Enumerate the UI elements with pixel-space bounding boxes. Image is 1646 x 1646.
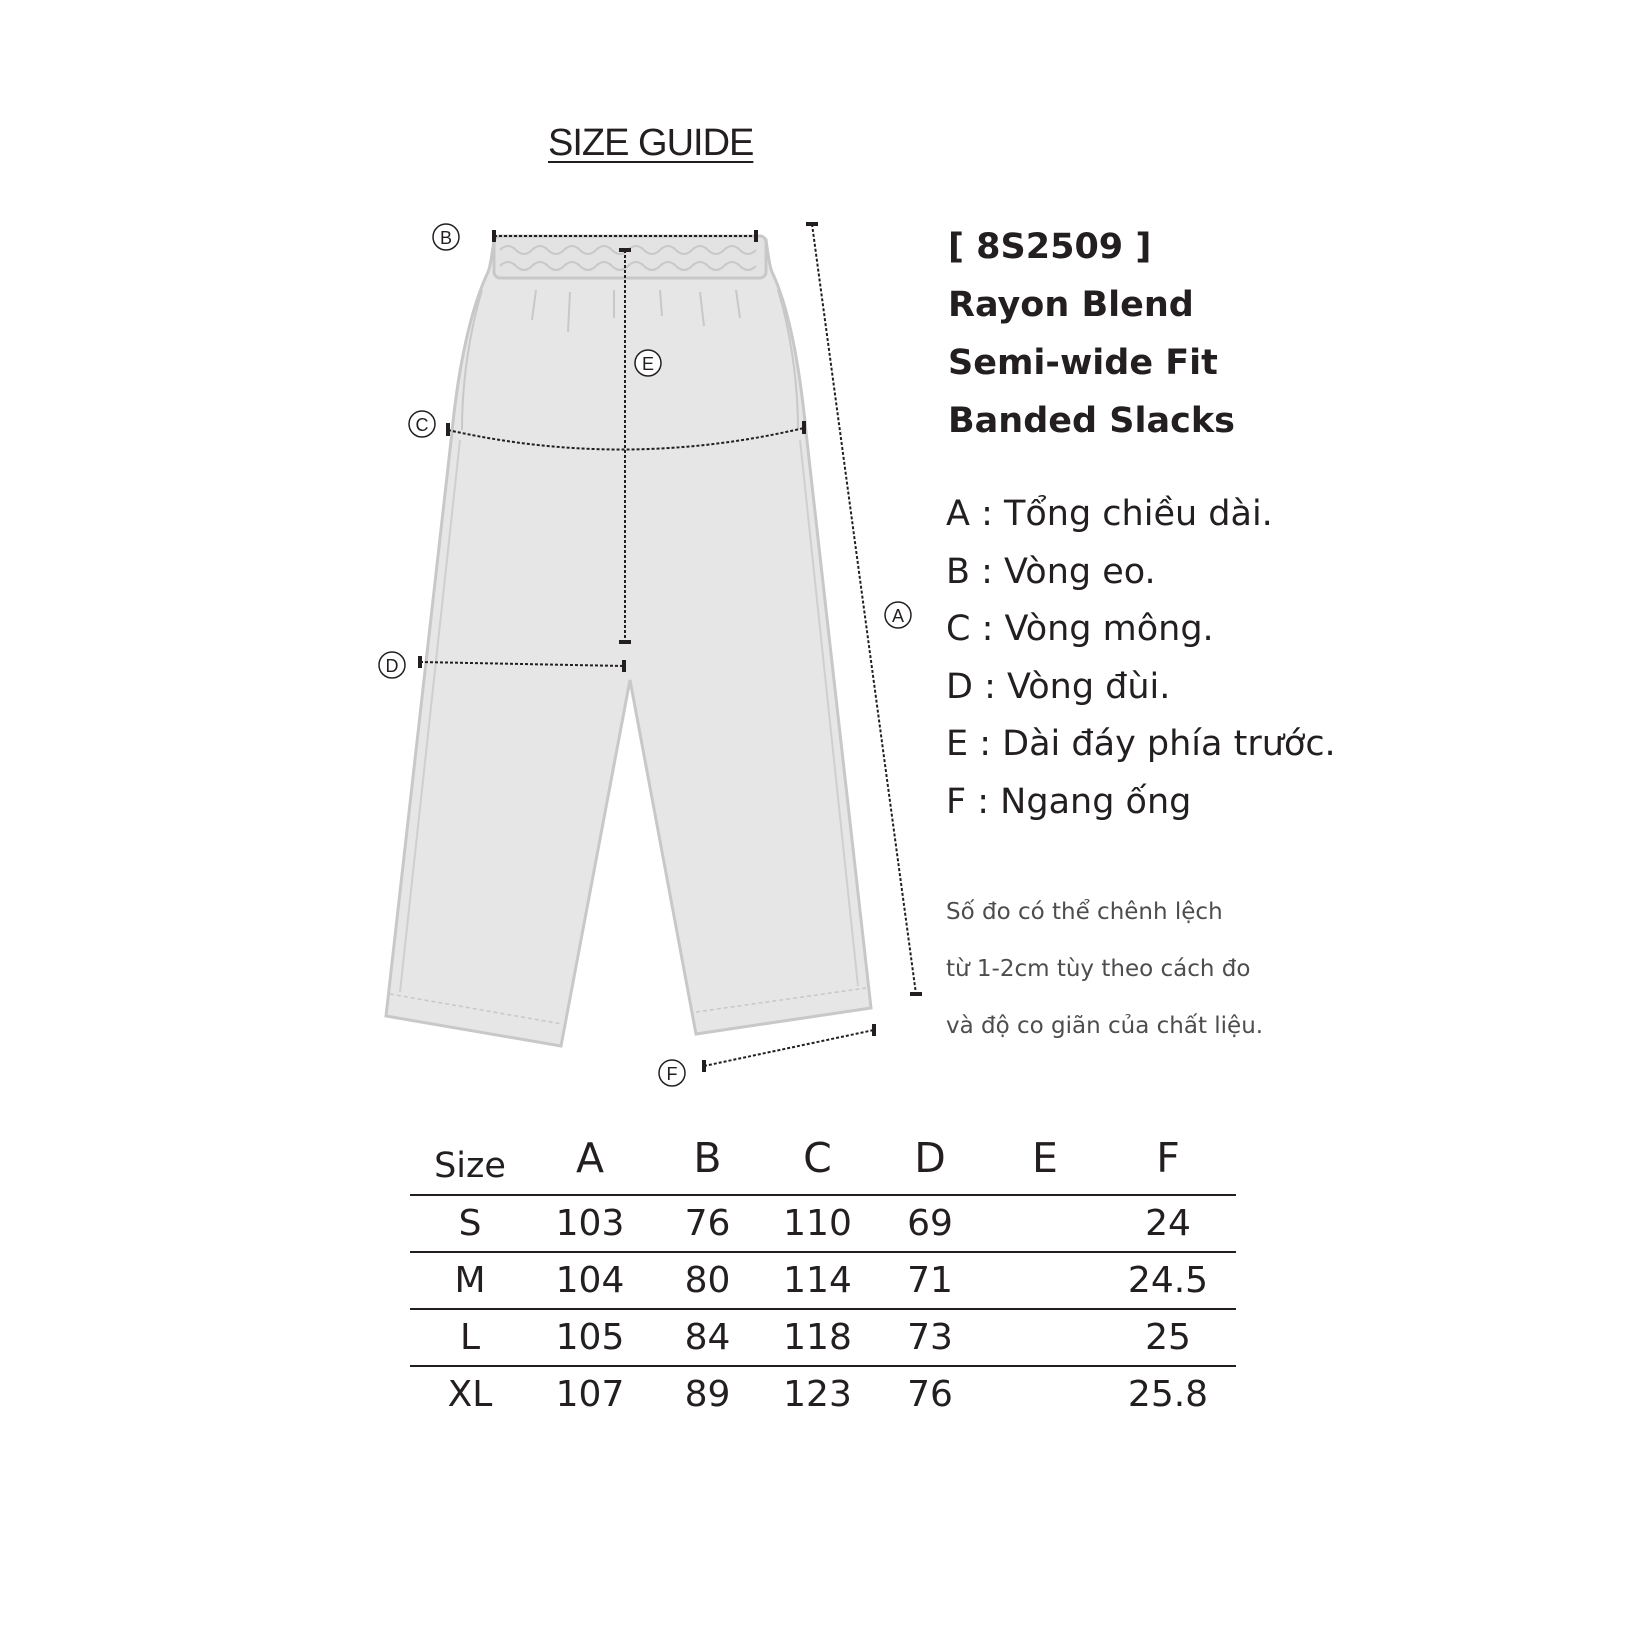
table-cell bbox=[990, 1252, 1100, 1309]
table-cell: 76 bbox=[907, 1374, 953, 1415]
table-cell: XL bbox=[447, 1374, 493, 1415]
marker-a bbox=[885, 602, 911, 628]
measurement-note bbox=[946, 884, 1263, 1055]
table-row bbox=[410, 1252, 1236, 1309]
marker-c-label: C bbox=[415, 415, 429, 435]
table-cell: 104 bbox=[530, 1252, 650, 1309]
table-cell bbox=[990, 1366, 1100, 1422]
table-cell: M bbox=[410, 1252, 530, 1309]
table-cell: 118 bbox=[765, 1309, 870, 1366]
legend-item-c: C : Vòng mông. bbox=[946, 609, 1214, 649]
table-row bbox=[410, 1195, 1236, 1252]
marker-e bbox=[635, 350, 661, 376]
table-cell: 25.8 bbox=[1127, 1374, 1209, 1415]
marker-d-label: D bbox=[385, 656, 399, 676]
table-header: A bbox=[530, 1108, 650, 1195]
table-row bbox=[410, 1309, 1236, 1366]
marker-a-label: A bbox=[891, 606, 905, 626]
table-cell: 107 bbox=[555, 1374, 625, 1415]
legend-item-d: D : Vòng đùi. bbox=[946, 666, 1171, 707]
table-header: D bbox=[870, 1108, 990, 1195]
marker-f-label: F bbox=[666, 1064, 678, 1084]
table-cell: 80 bbox=[650, 1252, 765, 1309]
table-cell: S bbox=[410, 1195, 530, 1252]
table-header-row bbox=[410, 1108, 1236, 1195]
note-line-2: từ 1-2cm tùy theo cách đo bbox=[946, 956, 1251, 982]
table-cell: 24.5 bbox=[1100, 1252, 1236, 1309]
marker-b-label: B bbox=[439, 228, 453, 248]
note-line-3: và độ co giãn của chất liệu. bbox=[946, 1013, 1264, 1039]
marker-e-label: E bbox=[641, 354, 655, 374]
product-line-3: Banded Slacks bbox=[948, 401, 1235, 441]
table-cell bbox=[990, 1195, 1100, 1252]
table-cell: L bbox=[410, 1309, 530, 1366]
product-info bbox=[948, 218, 1235, 450]
table-header: Size bbox=[410, 1108, 530, 1195]
table-header: B bbox=[650, 1108, 765, 1195]
table-cell: 69 bbox=[870, 1195, 990, 1252]
table-header: C bbox=[765, 1108, 870, 1195]
legend-item-f: F : Ngang ống bbox=[946, 781, 1192, 822]
legend-item-a: A : Tổng chiều dài. bbox=[946, 494, 1273, 534]
note-line-1: Số đo có thể chênh lệch bbox=[946, 899, 1223, 925]
table-cell: 123 bbox=[783, 1374, 852, 1415]
table-cell: 110 bbox=[765, 1195, 870, 1252]
marker-c bbox=[409, 411, 435, 437]
table-cell: 84 bbox=[650, 1309, 765, 1366]
table-cell: 114 bbox=[765, 1252, 870, 1309]
measurement-legend bbox=[946, 486, 1336, 831]
table-header: E bbox=[990, 1108, 1100, 1195]
table-cell: 105 bbox=[530, 1309, 650, 1366]
table-cell: 71 bbox=[870, 1252, 990, 1309]
legend-item-b: B : Vòng eo. bbox=[946, 551, 1156, 592]
table-cell: 89 bbox=[684, 1374, 731, 1415]
marker-f bbox=[659, 1060, 685, 1086]
legend-item-e: E : Dài đáy phía trước. bbox=[946, 724, 1336, 764]
table-cell: 103 bbox=[530, 1195, 650, 1252]
table-header: F bbox=[1100, 1108, 1236, 1195]
product-line-1: Rayon Blend bbox=[948, 285, 1194, 325]
table-cell: 76 bbox=[650, 1195, 765, 1252]
marker-d bbox=[379, 652, 405, 678]
table-cell: 25 bbox=[1100, 1309, 1236, 1366]
product-line-2: Semi-wide Fit bbox=[948, 343, 1218, 383]
table-cell: 24 bbox=[1100, 1195, 1236, 1252]
table-cell: 73 bbox=[870, 1309, 990, 1366]
table-cell bbox=[990, 1309, 1100, 1366]
size-table bbox=[410, 1108, 1236, 1422]
marker-b bbox=[433, 224, 459, 250]
page-title: SIZE GUIDE bbox=[548, 122, 754, 164]
table-row bbox=[410, 1366, 1236, 1422]
product-code: [ 8S2509 ] bbox=[948, 227, 1152, 267]
